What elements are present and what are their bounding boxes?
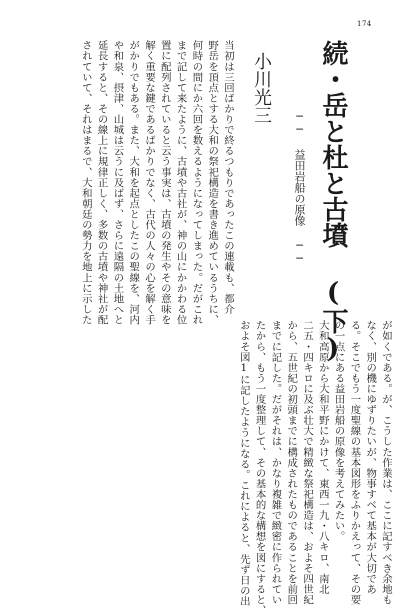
text-column: およそ図1に記したようになる。これによると、先ず日の出 [237,320,250,607]
text-column: なく、別の機にゆずりたいが、物事すべて基本が大切であ [364,320,377,595]
article-subtitle: ── 益田岩船の原像 ── [293,110,306,265]
text-column: 延長すると、その線上に規律正しく、多数の古墳や神社が配 [95,40,108,325]
text-column: まで記して来たように、古墳や古社が、神の山にかかわる位 [174,40,187,325]
text-column: 置に配列されていると云う事実は、古墳の発生やその意味を [158,40,171,325]
text-column: 二五・四キロに及ぶ壮大で精緻な祭祀構造は、およそ四世紀 [301,320,314,605]
text-column: や和泉、摂津、山城は云うに及ばず、さらに遠隔の土地へと [111,40,124,325]
page-number: 174 [357,20,372,28]
text-column: が如くである。が、こうした作業は、ここに記すべき余地も [380,320,392,605]
text-column: 野岳を頂点とする大和の祭祀構造を書き進めているうちに、 [206,40,219,325]
text-column: たから、もう一度整理して、その基本的な構想を図にすると、 [253,320,266,615]
body-text-upper [77,40,235,325]
text-column: 解く重要な鍵であるばかりでなく、古代の人々の心を解く手 [143,40,156,325]
text-column: から、五世紀の初頭までに構成されたものであることを前回 [285,320,298,605]
text-column: 大和高原から大和平野にかけて、東西一九・八キロ、南北 [316,320,329,595]
text-column: 当初は三回ばかりで終るつもりであったこの連載も、都介 [222,40,234,315]
text-column: る。そこでもう一度聖線の基本図形をふりかえって、その要 [348,320,361,605]
body-text-lower [235,320,393,615]
text-column: 何時の間にか六回を数えるようになってしまった。だがこれ [190,40,203,325]
text-column: までに記した。だがそれは、かなり複雑で緻密に作られてい [269,320,282,605]
text-column: がかりでもある。また、大和を起点としたこの聖線を、河内 [127,40,140,325]
text-column: されていて、それはまるで、大和朝廷の勢力を地上に示した [79,40,92,325]
text-column: の一点にある益田岩船の原像を考えてみたい。 [332,320,345,542]
author-name: 小川光三 [251,52,272,124]
article-title: 続・岳と杜と古墳 (下) [318,40,348,364]
